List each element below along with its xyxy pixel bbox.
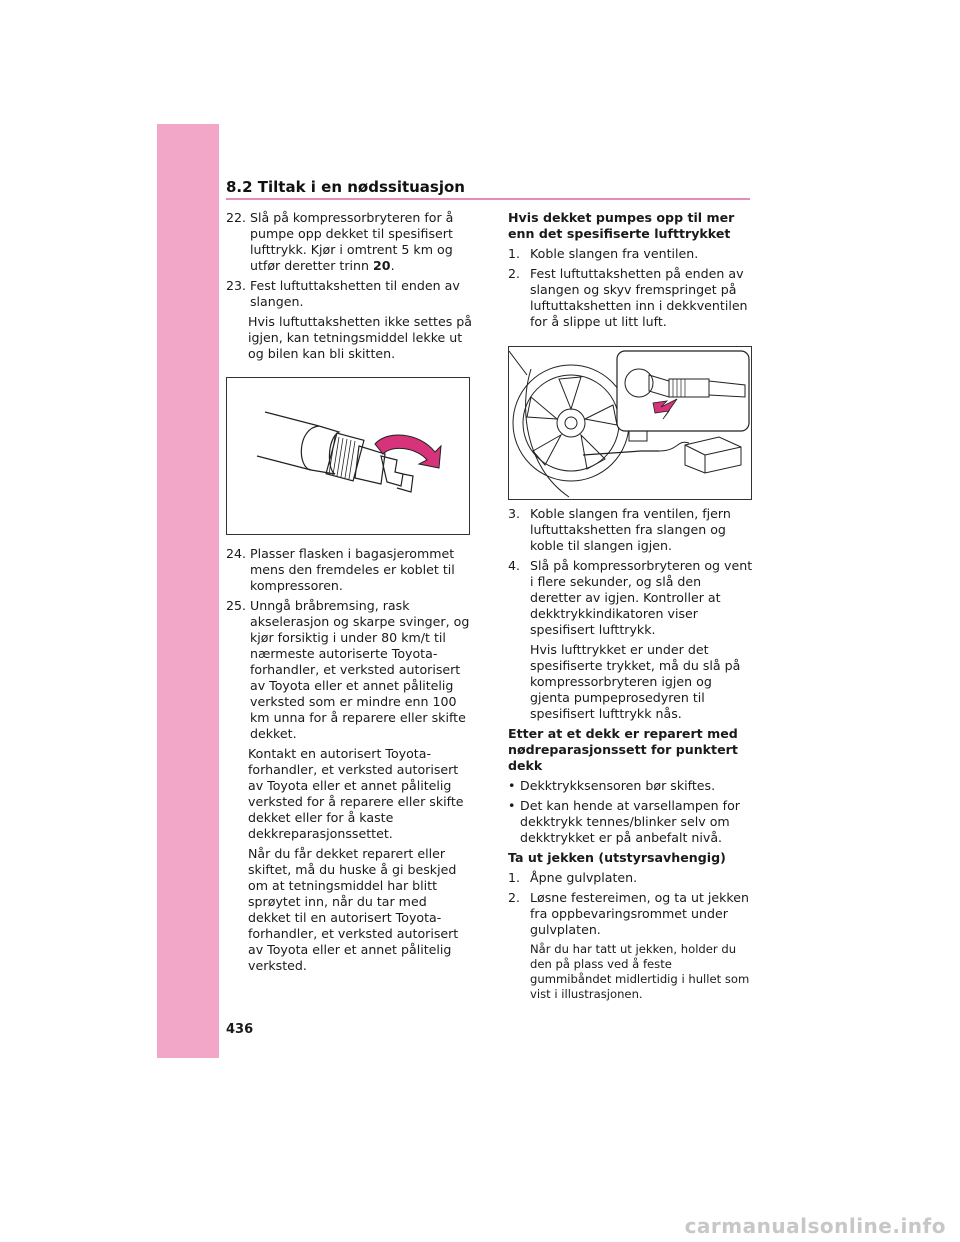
bullet-marker: • xyxy=(508,798,516,813)
bullet-item xyxy=(508,798,754,846)
step-text: Fest luftuttakshetten på enden av slangen og skyv fremspringet på luftuttakshetten inn i dekkventilen for å slippe ut litt luft. xyxy=(530,266,748,329)
step-text-end: . xyxy=(390,258,395,273)
step-24 xyxy=(226,546,472,594)
right-column xyxy=(508,210,754,334)
step-25-note-1: Kontakt en autorisert Toyota-forhandler, et verksted autorisert av Toyota eller et annet pålitelig verksted for å reparere eller skifte dekket eller for å kaste dekkreparasjonssettet. xyxy=(248,746,464,841)
step-4-note: Hvis lufttrykket er under det spesifiserte trykket, må du slå på kompressorbryteren igjen og gjenta pumpeprosedyren til spesifisert lufttrykk nås. xyxy=(530,642,741,721)
step-text: Løsne festereimen, og ta ut jekken fra oppbevaringsrommet under gulvplaten. xyxy=(530,890,749,937)
bullet-item xyxy=(508,778,754,794)
section-heading: Hvis dekket pumpes opp til mer enn det spesifiserte lufttrykket xyxy=(508,210,735,241)
step-number: 24. xyxy=(226,546,247,561)
step-number: 3. xyxy=(508,506,521,521)
step-25-note-2: Når du får dekket reparert eller skiftet, må du huske å gi beskjed om at tetningsmiddel har blitt sprøytet inn, når du tar med dekket til en autorisert Toyota-forhandler, et verksted autorisert av Toyota eller et annet pålitelig verksted. xyxy=(248,846,459,973)
step-number: 2. xyxy=(508,266,521,281)
page-number: 436 xyxy=(226,1022,254,1037)
watermark: carmanualsonline.info xyxy=(684,1214,946,1238)
section-heading: Etter at et dekk er reparert med nødreparasjonssett for punktert dekk xyxy=(508,726,738,773)
step-2 xyxy=(508,266,754,330)
step-1 xyxy=(508,246,754,262)
bullet-marker: • xyxy=(508,778,516,793)
hose-cap-illustration xyxy=(226,377,470,535)
side-tab-band xyxy=(157,124,219,1058)
header-rule xyxy=(226,198,750,200)
step-3 xyxy=(508,506,754,554)
section-title: 8.2 Tiltak i en nødssituasjon xyxy=(226,178,465,196)
step-4 xyxy=(508,558,754,638)
step-text: Åpne gulvplaten. xyxy=(530,870,638,885)
bullet-text: Dekktrykksensoren bør skiftes. xyxy=(520,778,716,793)
step-text: Koble slangen fra ventilen. xyxy=(530,246,699,261)
step-number: 23. xyxy=(226,278,247,293)
left-column xyxy=(226,210,472,366)
step-number: 2. xyxy=(508,890,521,905)
step-22 xyxy=(226,210,472,274)
step-text: Slå på kompressorbryteren og vent i flere sekunder, og slå den deretter av igjen. Kontroller at dekktrykkindikatoren viser spesifisert lufttrykk. xyxy=(530,558,753,637)
step-23 xyxy=(226,278,472,310)
step-j2-note: Når du har tatt ut jekken, holder du den på plass ved å feste gummibåndet midlertidig i hullet som vist i illustrasjonen. xyxy=(530,942,750,1001)
step-j1 xyxy=(508,870,754,886)
step-text: Unngå bråbremsing, rask akselerasjon og skarpe svinger, og kjør forsiktig i under 80 km/t til nærmeste autoriserte Toyota-forhandler, et verksted autorisert av Toyota eller et annet pålitelig verksted som er mindre enn 100 km unna for å reparere eller skifte dekket. xyxy=(250,598,470,741)
step-text: Koble slangen fra ventilen, fjern luftuttakshetten fra slangen og koble til slangen igjen. xyxy=(530,506,731,553)
step-number: 25. xyxy=(226,598,247,613)
bullet-text: Det kan hende at varsellampen for dekktrykk tennes/blinker selv om dekktrykket er på anbefalt nivå. xyxy=(520,798,740,845)
step-number: 1. xyxy=(508,870,521,885)
step-ref: 20 xyxy=(373,258,391,273)
section-heading: Ta ut jekken (utstyrsavhengig) xyxy=(508,850,726,865)
left-column-lower xyxy=(226,546,472,978)
step-text: Slå på kompressorbryteren for å pumpe opp dekket til spesifisert lufttrykk. Kjør i omtrent 5 km og utfør deretter trinn xyxy=(250,210,454,273)
wheel-compressor-illustration xyxy=(508,346,752,500)
right-column-lower xyxy=(508,506,754,1006)
step-number: 1. xyxy=(508,246,521,261)
step-23-note: Hvis luftuttakshetten ikke settes på igjen, kan tetningsmiddel lekke ut og bilen kan bli skitten. xyxy=(248,314,472,361)
step-number: 22. xyxy=(226,210,247,225)
section-header xyxy=(226,178,750,208)
step-j2 xyxy=(508,890,754,938)
step-number: 4. xyxy=(508,558,521,573)
step-text: Fest luftuttakshetten til enden av slangen. xyxy=(250,278,460,309)
step-25 xyxy=(226,598,472,742)
step-text: Plasser flasken i bagasjerommet mens den fremdeles er koblet til kompressoren. xyxy=(250,546,455,593)
